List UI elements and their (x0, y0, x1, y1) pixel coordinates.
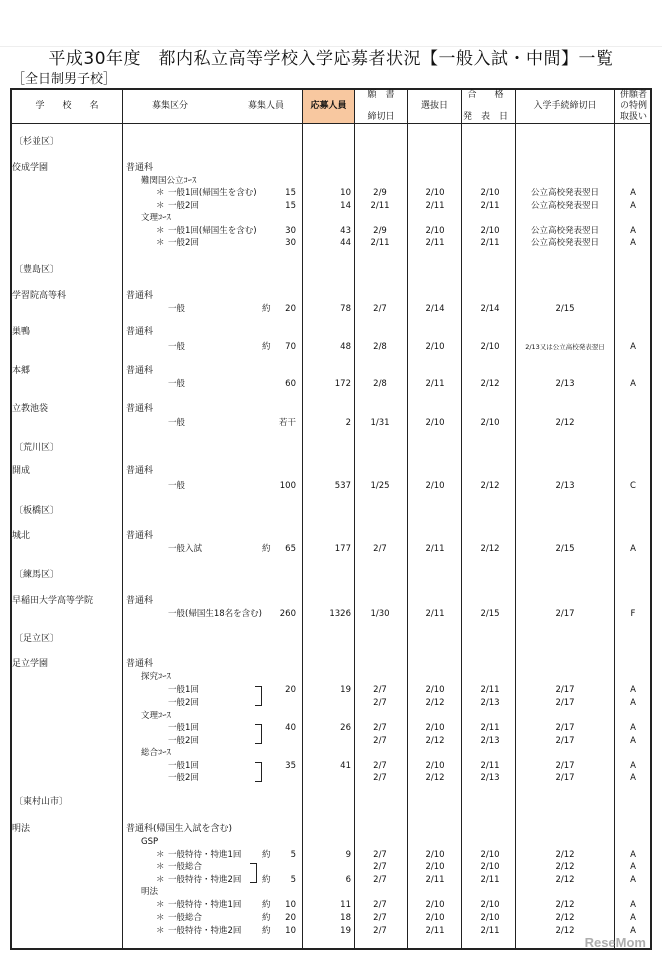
special-handling: A (630, 900, 636, 910)
table-row (0, 403, 662, 415)
asterisk-mark: ＊ (156, 238, 165, 248)
table-row (0, 886, 662, 898)
kubun-label: 一般特待・特進1回 (168, 850, 242, 860)
exam-date: 2/12 (425, 698, 445, 708)
exam-date: 2/10 (425, 913, 445, 923)
exam-date: 2/12 (425, 773, 445, 783)
table-row (0, 417, 662, 429)
capacity-value: 40 (285, 723, 296, 733)
kubun-label: 一般総合 (168, 913, 203, 923)
exam-date: 2/12 (425, 736, 445, 746)
kubun-label: 一般 (168, 304, 186, 314)
school-name: 開成 (12, 466, 31, 476)
special-handling: A (630, 723, 636, 733)
special-handling: F (630, 609, 636, 619)
result-date: 2/12 (480, 481, 500, 491)
header-school: 学 校 名 (35, 101, 99, 111)
kubun-label: 一般1回 (168, 761, 199, 771)
top-divider (0, 46, 662, 47)
result-date: 2/11 (480, 201, 500, 211)
special-handling: A (630, 544, 636, 554)
deadline-value: 2/7 (373, 875, 387, 885)
deadline-value: 2/7 (373, 723, 387, 733)
table-row (0, 697, 662, 709)
table-row (0, 899, 662, 911)
enroll-deadline: 2/12 (555, 418, 575, 428)
asterisk-mark: ＊ (156, 862, 165, 872)
table-row (0, 365, 662, 377)
special-handling: A (630, 238, 636, 248)
applicants-value: 537 (334, 481, 351, 491)
result-date: 2/11 (480, 238, 500, 248)
capacity-value: 60 (285, 379, 296, 389)
special-handling: A (630, 342, 636, 352)
special-handling: A (630, 913, 636, 923)
result-date: 2/11 (480, 926, 500, 936)
table-row (0, 465, 662, 477)
kubun-label: GSP (141, 837, 159, 847)
table-row (0, 836, 662, 848)
capacity-value: 65 (285, 544, 296, 554)
table-row (0, 760, 662, 772)
deadline-value: 2/7 (373, 862, 387, 872)
table-row (0, 861, 662, 873)
exam-date: 2/11 (425, 609, 445, 619)
deadline-value: 2/9 (373, 188, 387, 198)
header-exam: 選抜日 (420, 101, 448, 111)
applicants-value: 78 (340, 304, 351, 314)
deadline-value: 2/7 (373, 544, 387, 554)
applicants-value: 26 (340, 723, 351, 733)
table-row (0, 378, 662, 390)
capacity-value: 若干 (278, 418, 296, 428)
applicants-value: 14 (340, 201, 351, 211)
table-row (0, 735, 662, 747)
table-row (0, 543, 662, 555)
exam-date: 2/10 (425, 900, 445, 910)
kubun-label: 難関国公立ｺｰｽ (141, 176, 197, 186)
table-row (0, 796, 662, 808)
special-handling: A (630, 926, 636, 936)
deadline-value: 2/7 (373, 850, 387, 860)
approx-mark: 約 (262, 926, 271, 936)
special-handling: A (630, 862, 636, 872)
enroll-deadline: 公立高校発表翌日 (530, 188, 599, 198)
applicants-value: 19 (340, 926, 351, 936)
approx-mark: 約 (262, 544, 271, 554)
kubun-label: 一般1回(帰国生を含む) (168, 188, 257, 198)
enroll-deadline: 2/17 (555, 698, 575, 708)
enroll-deadline: 2/12 (555, 850, 575, 860)
special-handling: A (630, 379, 636, 389)
table-row (0, 722, 662, 734)
exam-date: 2/11 (425, 875, 445, 885)
result-date: 2/14 (480, 304, 500, 314)
exam-date: 2/10 (425, 761, 445, 771)
result-date: 2/13 (480, 773, 500, 783)
kubun-label: 文理ｺｰｽ (141, 711, 171, 721)
kubun-label: 普通科 (126, 163, 154, 173)
header-deadline: 願 書 締切日 (367, 90, 395, 122)
capacity-value: 15 (285, 188, 296, 198)
resemom-logo: ReseMom (584, 935, 646, 950)
kubun-label: 普通科 (126, 659, 154, 669)
deadline-value: 2/11 (370, 238, 390, 248)
kubun-label: 一般2回 (168, 238, 199, 248)
enroll-deadline: 2/17 (555, 723, 575, 733)
school-name: 学習院高等科 (12, 291, 67, 301)
table-row (0, 442, 662, 454)
header-enroll: 入学手続締切日 (533, 101, 597, 111)
enroll-deadline: 2/17 (555, 736, 575, 746)
capacity-value: 10 (285, 926, 296, 936)
result-date: 2/15 (480, 609, 500, 619)
enroll-deadline: 2/12 (555, 926, 575, 936)
table-row (0, 212, 662, 224)
result-date: 2/11 (480, 723, 500, 733)
table-row (0, 237, 662, 249)
enroll-deadline: 2/12 (555, 900, 575, 910)
table-row (0, 530, 662, 542)
kubun-label: 一般1回 (168, 685, 199, 695)
kubun-label: 一般2回 (168, 698, 199, 708)
special-handling: A (630, 736, 636, 746)
applicants-value: 2 (345, 418, 351, 428)
exam-date: 2/11 (425, 544, 445, 554)
enroll-deadline: 2/15 (555, 304, 575, 314)
special-handling: A (630, 201, 636, 211)
special-handling: A (630, 685, 636, 695)
district-header: 〔豊島区〕 (14, 265, 60, 275)
result-date: 2/11 (480, 875, 500, 885)
kubun-label: 一般(帰国生18名を含む) (168, 609, 262, 619)
enroll-deadline: 2/17 (555, 773, 575, 783)
result-date: 2/13 (480, 736, 500, 746)
kubun-label: 一般入試 (168, 544, 203, 554)
deadline-value: 2/7 (373, 913, 387, 923)
kubun-label: 一般総合 (168, 862, 203, 872)
deadline-value: 2/7 (373, 304, 387, 314)
deadline-value: 2/11 (370, 201, 390, 211)
table-row (0, 710, 662, 722)
kubun-label: 一般2回 (168, 773, 199, 783)
result-date: 2/10 (480, 900, 500, 910)
special-handling: A (630, 773, 636, 783)
applicants-value: 48 (340, 342, 351, 352)
approx-mark: 約 (262, 875, 271, 885)
table-row (0, 303, 662, 315)
deadline-value: 2/8 (373, 379, 387, 389)
result-date: 2/12 (480, 544, 500, 554)
district-header: 〔東村山市〕 (14, 797, 69, 807)
header-capacity: 募集人員 (247, 101, 284, 111)
special-handling: C (630, 481, 636, 491)
exam-date: 2/11 (425, 238, 445, 248)
kubun-label: 一般1回(帰国生を含む) (168, 226, 257, 236)
district-header: 〔板橋区〕 (14, 506, 60, 516)
capacity-value: 10 (285, 900, 296, 910)
asterisk-mark: ＊ (156, 926, 165, 936)
asterisk-mark: ＊ (156, 188, 165, 198)
asterisk-mark: ＊ (156, 900, 165, 910)
approx-mark: 約 (262, 342, 271, 352)
deadline-value: 1/31 (370, 418, 390, 428)
kubun-label: 一般特待・特進2回 (168, 926, 242, 936)
district-header: 〔杉並区〕 (14, 137, 60, 147)
school-name: 立教池袋 (12, 404, 49, 414)
table-row (0, 684, 662, 696)
table-row (0, 162, 662, 174)
capacity-value: 20 (285, 304, 296, 314)
table-row (0, 874, 662, 886)
exam-date: 2/10 (425, 481, 445, 491)
enroll-deadline: 2/15 (555, 544, 575, 554)
special-handling: A (630, 188, 636, 198)
capacity-value: 30 (285, 238, 296, 248)
result-date: 2/10 (480, 188, 500, 198)
enroll-deadline: 2/12 (555, 913, 575, 923)
exam-date: 2/10 (425, 226, 445, 236)
kubun-label: 一般 (168, 379, 186, 389)
kubun-label: 一般特待・特進1回 (168, 900, 242, 910)
capacity-value: 20 (285, 913, 296, 923)
deadline-value: 2/7 (373, 773, 387, 783)
deadline-value: 1/25 (370, 481, 390, 491)
header-special: 併願者 の特例 取扱い (619, 90, 647, 122)
capacity-value: 5 (290, 850, 296, 860)
deadline-value: 2/7 (373, 926, 387, 936)
kubun-label: 普通科 (126, 531, 154, 541)
result-date: 2/10 (480, 342, 500, 352)
district-header: 〔足立区〕 (14, 634, 60, 644)
approx-mark: 約 (262, 913, 271, 923)
kubun-label: 一般 (168, 418, 186, 428)
special-handling: A (630, 850, 636, 860)
header-applicants: 応募人員 (303, 90, 354, 123)
table-row (0, 187, 662, 199)
deadline-value: 2/9 (373, 226, 387, 236)
result-date: 2/11 (480, 685, 500, 695)
school-name: 足立学園 (12, 659, 49, 669)
result-date: 2/10 (480, 418, 500, 428)
kubun-label: 一般1回 (168, 723, 199, 733)
kubun-label: 文理ｺｰｽ (141, 213, 171, 223)
applicants-value: 11 (340, 900, 351, 910)
result-date: 2/10 (480, 913, 500, 923)
kubun-label: 普通科 (126, 596, 154, 606)
table-row (0, 849, 662, 861)
capacity-value: 100 (279, 481, 296, 491)
applicants-value: 1326 (329, 609, 351, 619)
exam-date: 2/11 (425, 201, 445, 211)
kubun-label: 一般 (168, 342, 186, 352)
asterisk-mark: ＊ (156, 913, 165, 923)
table-row (0, 175, 662, 187)
enroll-deadline: 2/12 (555, 862, 575, 872)
enroll-deadline: 公立高校発表翌日 (530, 226, 599, 236)
special-handling: A (630, 226, 636, 236)
deadline-value: 2/8 (373, 342, 387, 352)
kubun-label: 一般2回 (168, 736, 199, 746)
enroll-deadline: 2/17 (555, 761, 575, 771)
kubun-label: 一般 (168, 481, 186, 491)
applicants-value: 41 (340, 761, 351, 771)
exam-date: 2/10 (425, 723, 445, 733)
table-row (0, 264, 662, 276)
applicants-value: 18 (340, 913, 351, 923)
school-name: 巣鴨 (12, 327, 31, 337)
capacity-value: 5 (290, 875, 296, 885)
special-handling: A (630, 761, 636, 771)
table-row (0, 595, 662, 607)
approx-mark: 約 (262, 850, 271, 860)
school-name: 明法 (12, 824, 31, 834)
enroll-deadline: 2/13 (555, 379, 575, 389)
kubun-label: 普通科(帰国生入試を含む) (126, 824, 233, 834)
deadline-value: 2/7 (373, 900, 387, 910)
applicants-value: 44 (340, 238, 351, 248)
deadline-value: 2/7 (373, 736, 387, 746)
exam-date: 2/10 (425, 862, 445, 872)
applicants-value: 19 (340, 685, 351, 695)
enroll-deadline: 2/17 (555, 609, 575, 619)
applicants-value: 177 (334, 544, 351, 554)
capacity-value: 260 (279, 609, 296, 619)
section-label: ［全日制男子校］ (12, 72, 117, 87)
school-name: 早稲田大学高等学院 (12, 596, 94, 606)
special-handling: A (630, 875, 636, 885)
deadline-value: 1/30 (370, 609, 390, 619)
kubun-label: 明法 (141, 887, 159, 897)
enroll-deadline: 2/12 (555, 875, 575, 885)
kubun-label: 一般特待・特進2回 (168, 875, 242, 885)
asterisk-mark: ＊ (156, 850, 165, 860)
table-row (0, 925, 662, 937)
enroll-deadline: 2/13 (555, 481, 575, 491)
result-date: 2/10 (480, 862, 500, 872)
table-row (0, 326, 662, 338)
applicants-value: 172 (334, 379, 351, 389)
capacity-value: 15 (285, 201, 296, 211)
deadline-value: 2/7 (373, 698, 387, 708)
school-name: 佼成学園 (12, 163, 49, 173)
table-row (0, 608, 662, 620)
table-row (0, 225, 662, 237)
result-date: 2/10 (480, 850, 500, 860)
exam-date: 2/10 (425, 418, 445, 428)
applicants-value: 6 (345, 875, 351, 885)
district-header: 〔荒川区〕 (14, 443, 60, 453)
school-name: 城北 (12, 531, 31, 541)
result-date: 2/12 (480, 379, 500, 389)
kubun-label: 普通科 (126, 366, 154, 376)
header-result: 合 格 発 表 日 (463, 90, 509, 122)
enroll-deadline: 2/13又は公立高校発表翌日 (525, 343, 605, 351)
asterisk-mark: ＊ (156, 201, 165, 211)
result-date: 2/10 (480, 226, 500, 236)
kubun-label: 探究ｺｰｽ (141, 672, 171, 682)
capacity-value: 20 (285, 685, 296, 695)
exam-date: 2/14 (425, 304, 445, 314)
kubun-label: 普通科 (126, 404, 154, 414)
enroll-deadline: 公立高校発表翌日 (530, 238, 599, 248)
approx-mark: 約 (262, 900, 271, 910)
page-title: 平成30年度 都内私立高等学校入学応募者状況【一般入試・中間】一覧 (48, 49, 614, 69)
table-row (0, 569, 662, 581)
special-handling: A (630, 698, 636, 708)
table-row (0, 671, 662, 683)
applicants-value: 43 (340, 226, 351, 236)
header-divider (10, 123, 652, 124)
capacity-value: 70 (285, 342, 296, 352)
table-row (0, 633, 662, 645)
exam-date: 2/11 (425, 926, 445, 936)
header-kubun: 募集区分 (151, 101, 188, 111)
table-row (0, 912, 662, 924)
capacity-value: 30 (285, 226, 296, 236)
table-row (0, 480, 662, 492)
table-row (0, 136, 662, 148)
exam-date: 2/10 (425, 685, 445, 695)
exam-date: 2/10 (425, 188, 445, 198)
capacity-value: 35 (285, 761, 296, 771)
table-row (0, 505, 662, 517)
deadline-value: 2/7 (373, 685, 387, 695)
applicants-value: 10 (340, 188, 351, 198)
exam-date: 2/10 (425, 850, 445, 860)
deadline-value: 2/7 (373, 761, 387, 771)
kubun-label: 普通科 (126, 291, 154, 301)
district-header: 〔練馬区〕 (14, 570, 60, 580)
asterisk-mark: ＊ (156, 875, 165, 885)
kubun-label: 一般2回 (168, 201, 199, 211)
applicants-value: 9 (345, 850, 351, 860)
table-row (0, 823, 662, 835)
exam-date: 2/10 (425, 342, 445, 352)
table-row (0, 747, 662, 759)
school-name: 本郷 (12, 366, 31, 376)
enroll-deadline: 2/17 (555, 685, 575, 695)
table-row (0, 658, 662, 670)
kubun-label: 普通科 (126, 327, 154, 337)
kubun-label: 総合ｺｰｽ (141, 748, 171, 758)
result-date: 2/11 (480, 761, 500, 771)
exam-date: 2/11 (425, 379, 445, 389)
table-row (0, 341, 662, 353)
table-row (0, 200, 662, 212)
table-row (0, 772, 662, 784)
enroll-deadline: 公立高校発表翌日 (530, 201, 599, 211)
table-row (0, 290, 662, 302)
kubun-label: 普通科 (126, 466, 154, 476)
approx-mark: 約 (262, 304, 271, 314)
asterisk-mark: ＊ (156, 226, 165, 236)
result-date: 2/13 (480, 698, 500, 708)
